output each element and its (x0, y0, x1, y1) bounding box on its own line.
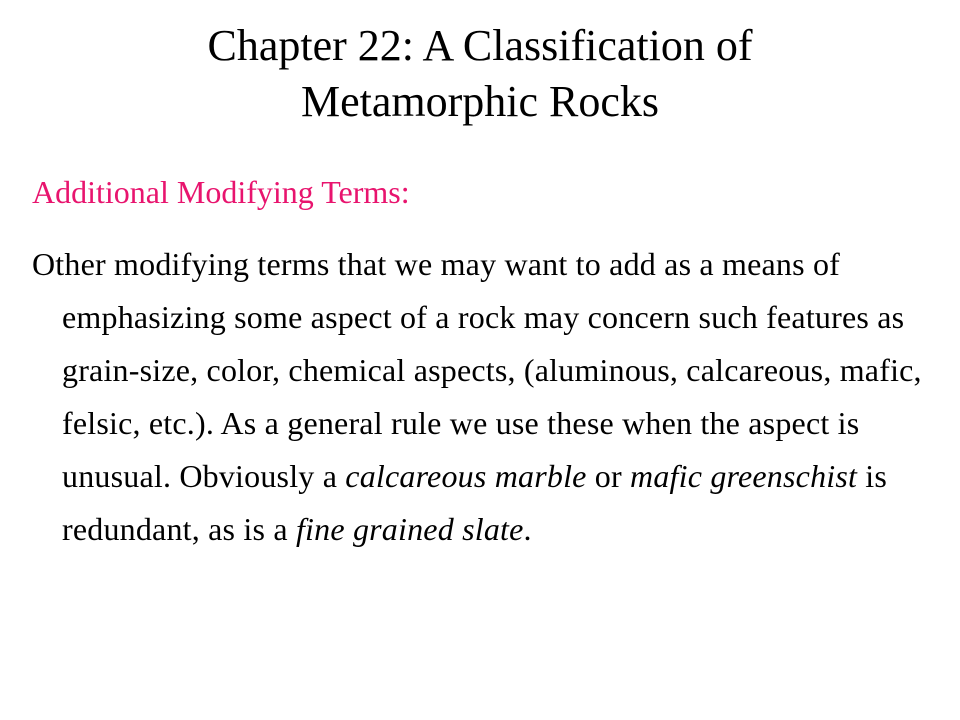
term-mafic-greenschist: mafic greenschist (630, 458, 858, 494)
slide-subheading: Additional Modifying Terms: (32, 174, 410, 210)
term-calcareous-marble: calcareous marble (345, 458, 587, 494)
body-end-punctuation: . (523, 511, 532, 547)
term-fine-grained-slate: fine grained slate (295, 511, 524, 547)
slide-title-line-2: Metamorphic Rocks (300, 77, 660, 126)
body-middle-text: is redundant, as is a (62, 458, 888, 547)
slide-title-line-1: Chapter 22: A Classification of (207, 21, 753, 70)
body-paragraph (32, 238, 960, 556)
body-conjunction: or (586, 458, 631, 494)
slide-title (60, 18, 900, 130)
body-lead-text: Other modifying terms that we may want to add as a means of emphasizing some aspect of a rock may concern such features as grain-size, color, chemical aspects, (aluminous, calcareous, mafic, felsic, etc.). As a general rule we use these when the aspect is unusual. Obviously a (32, 246, 922, 494)
